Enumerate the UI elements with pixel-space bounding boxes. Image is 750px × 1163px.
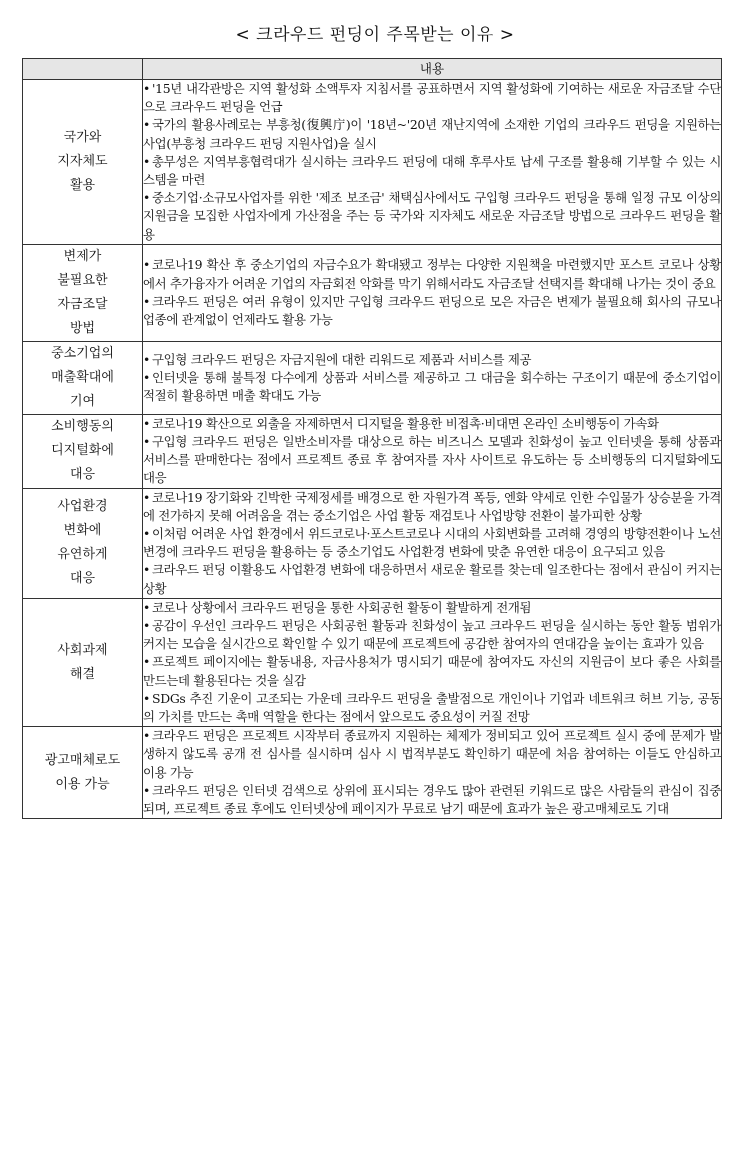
category-line: 광고매체로도 (44, 752, 121, 768)
category-line: 유연하게 (57, 547, 108, 563)
bullet-item (143, 256, 721, 292)
row-category (23, 244, 143, 341)
bullet-dot-icon: • (143, 293, 151, 309)
bullet-text: 코로나19 확산 후 중소기업의 자금수요가 확대됐고 정부는 다양한 지원책을 마련했지만 포스트 코로나 상황에서 추가융자가 어려운 기업의 자금회전 악화를 막기 위해서라도 자금조달 선택지를 확대해 나가는 것이 중요 (143, 257, 721, 291)
row-content (143, 727, 722, 819)
category-line: 변화에 (63, 523, 102, 539)
category-line: 중소기업의 (51, 345, 114, 361)
bullet-item (143, 369, 721, 405)
bullet-item (143, 433, 721, 488)
bullet-dot-icon: • (143, 369, 151, 385)
bullet-text: 국가의 활용사례로는 부흥청(復興庁)이 '18년~'20년 재난지역에 소재한 기업의 크라우드 펀딩을 지원하는 사업(부흥청 크라우드 펀딩 지원사업)을 실시 (143, 117, 721, 151)
bullet-text: '15년 내각관방은 지역 활성화 소액투자 지침서를 공표하면서 지역 활성화에 기여하는 새로운 자금조달 수단으로 크라우드 펀딩을 언급 (143, 81, 721, 115)
bullet-dot-icon: • (143, 190, 151, 206)
bullet-text: 이처럼 어려운 사업 환경에서 위드코로나·포스트코로나 시대의 사회변화를 고려해 경영의 방향전환이나 노선변경에 크라우드 펀딩을 활용하는 등 중소기업도 사업환경 변화에 맞춘 유연한 대응이 요구되고 있음 (143, 526, 721, 560)
category-line: 매출확대에 (51, 369, 114, 385)
bullet-item (143, 351, 721, 369)
table-row (23, 80, 722, 245)
category-line: 대응 (69, 467, 96, 483)
bullet-item (143, 116, 721, 152)
bullet-text: 크라우드 펀딩은 인터넷 검색으로 상위에 표시되는 경우도 많아 관련된 키워드로 많은 사람들의 관심이 집중되며, 프로젝트 종료 후에도 인터넷상에 페이지가 무료로 남기 때문에 효과가 높은 광고매체로도 기대 (143, 782, 721, 817)
category-line: 방법 (69, 320, 96, 336)
bullet-item (143, 561, 721, 597)
bullet-text: 코로나 상황에서 크라우드 펀딩을 통한 사회공헌 활동이 활발하게 전개됨 (152, 599, 532, 615)
bullet-text: 공감이 우선인 크라우드 펀딩은 사회공헌 활동과 친화성이 높고 크라우드 펀딩을 실시하는 동안 활동 범위가 커지는 모습을 실시간으로 확인할 수 있기 때문에 프로젝트에 공감한 참여자의 연대감을 높이는 효과가 있음 (143, 618, 721, 652)
category-line: 이용 가능 (55, 776, 110, 792)
bullet-text: 구입형 크라우드 펀딩은 일반소비자를 대상으로 하는 비즈니스 모델과 친화성이 높고 인터넷을 통해 상품과 서비스를 판매한다는 점에서 프로젝트 종료 후 참여자를 자사 사이트로 유도하는 등 소비행동의 디지털화에도 대응 (143, 434, 721, 486)
bullet-text: 인터넷을 통해 불특정 다수에게 상품과 서비스를 제공하고 그 대금을 회수하는 구조이기 때문에 중소기업이 적절히 활용하면 매출 확대도 가능 (143, 369, 721, 403)
row-category (23, 727, 143, 819)
bullet-dot-icon: • (143, 153, 151, 169)
bullet-dot-icon: • (143, 690, 151, 706)
bullet-dot-icon: • (143, 526, 151, 542)
bullet-text: 코로나19 확산으로 외출을 자제하면서 디지털을 활용한 비접촉·비대면 온라인 소비행동이 가속화 (152, 415, 659, 431)
reasons-table (22, 58, 722, 819)
row-content (143, 414, 722, 488)
bullet-item (143, 690, 721, 726)
bullet-dot-icon: • (143, 415, 151, 431)
bullet-dot-icon: • (143, 562, 151, 578)
category-line: 디지털화에 (51, 443, 114, 459)
row-content (143, 598, 722, 726)
bullet-item (143, 617, 721, 653)
bullet-item (143, 489, 721, 525)
bullet-dot-icon: • (143, 654, 151, 670)
bullet-dot-icon: • (143, 351, 151, 367)
category-line: 국가와 (63, 129, 102, 145)
bullet-text: 구입형 크라우드 펀딩은 자금지원에 대한 리워드로 제품과 서비스를 제공 (152, 351, 532, 367)
bullet-text: 중소기업·소규모사업자를 위한 '제조 보조금' 채택심사에서도 구입형 크라우드 펀딩을 통해 일정 규모 이상의 지원금을 모집한 사업자에게 가산점을 주는 등 국가와 지자체도 새로운 자금조달 방법으로 크라우드 펀딩을 활용 (143, 190, 721, 242)
table-row (23, 727, 722, 819)
bullet-item (143, 153, 721, 189)
category-line: 소비행동의 (51, 419, 114, 435)
category-line: 기여 (69, 393, 96, 409)
header-category (23, 59, 143, 80)
category-line: 불필요한 (57, 272, 108, 288)
table-header-row (23, 59, 722, 80)
category-line: 대응 (69, 571, 96, 587)
row-category (23, 598, 143, 726)
bullet-item (143, 189, 721, 244)
bullet-dot-icon: • (143, 599, 151, 615)
bullet-text: 프로젝트 페이지에는 활동내용, 자금사용처가 명시되기 때문에 참여자도 자신의 지원금이 보다 좋은 사회를 만드는데 활용된다는 것을 실감 (143, 654, 721, 688)
table-row (23, 341, 722, 414)
bullet-text: 크라우드 펀딩은 여러 유형이 있지만 구입형 크라우드 펀딩으로 모은 자금은 변제가 불필요해 회사의 규모나 업종에 관계없이 언제라도 활용 가능 (143, 293, 721, 328)
row-content (143, 244, 722, 341)
bullet-item (143, 80, 721, 116)
category-line: 사업환경 (57, 499, 108, 515)
bullet-text: SDGs 추진 기운이 고조되는 가운데 크라우드 펀딩을 출발점으로 개인이나 기업과 네트워크 허브 기능, 공동의 가치를 만드는 촉매 역할을 한다는 점에서 앞으로도 중요성이 커질 전망 (143, 690, 721, 725)
bullet-item (143, 415, 721, 433)
table-row (23, 488, 722, 598)
row-content (143, 80, 722, 245)
bullet-text: 크라우드 펀딩 이활용도 사업환경 변화에 대응하면서 새로운 활로를 찾는데 일조한다는 점에서 관심이 커지는 상황 (143, 562, 721, 596)
bullet-item (143, 525, 721, 561)
bullet-text: 총무성은 지역부흥협력대가 실시하는 크라우드 펀딩에 대해 후루사토 납세 구조를 활용해 기부할 수 있는 시스템을 마련 (143, 153, 721, 188)
row-category (23, 414, 143, 488)
category-line: 변제가 (63, 248, 102, 264)
bullet-item (143, 293, 721, 329)
document-title: < 크라우드 펀딩이 주목받는 이유 > (235, 25, 515, 45)
bullet-item (143, 727, 721, 782)
bullet-item (143, 599, 721, 617)
bullet-dot-icon: • (143, 782, 151, 798)
bullet-item (143, 782, 721, 818)
bullet-dot-icon: • (143, 728, 151, 744)
bullet-dot-icon: • (143, 489, 151, 505)
row-category (23, 488, 143, 598)
bullet-text: 코로나19 장기화와 긴박한 국제정세를 배경으로 한 자원가격 폭등, 엔화 약세로 인한 수입물가 상승분을 가격에 전가하지 못해 어려움을 겪는 중소기업은 사업 활동 재검토나 사업방향 전환이 불가피한 상황 (143, 489, 721, 523)
category-line: 해결 (69, 666, 96, 682)
bullet-dot-icon: • (143, 434, 151, 450)
row-content (143, 488, 722, 598)
header-content: 내용 (143, 59, 722, 80)
row-category (23, 80, 143, 245)
row-content (143, 341, 722, 414)
category-line: 지자체도 (57, 153, 108, 169)
table-row (23, 414, 722, 488)
table-row (23, 598, 722, 726)
table-row (23, 244, 722, 341)
category-line: 활용 (69, 177, 96, 193)
bullet-dot-icon: • (143, 618, 151, 634)
category-line: 사회과제 (57, 642, 108, 658)
bullet-text: 크라우드 펀딩은 프로젝트 시작부터 종료까지 지원하는 체제가 정비되고 있어 프로젝트 실시 중에 문제가 발생하지 않도록 공개 전 심사를 실시하며 심사 시 법적부분도 확인하기 때문에 처음 참여하는 이들도 안심하고 이용 가능 (143, 728, 721, 780)
bullet-item (143, 653, 721, 689)
bullet-dot-icon: • (143, 257, 151, 273)
row-category (23, 341, 143, 414)
bullet-dot-icon: • (143, 81, 151, 96)
bullet-dot-icon: • (143, 117, 151, 133)
category-line: 자금조달 (57, 296, 108, 312)
